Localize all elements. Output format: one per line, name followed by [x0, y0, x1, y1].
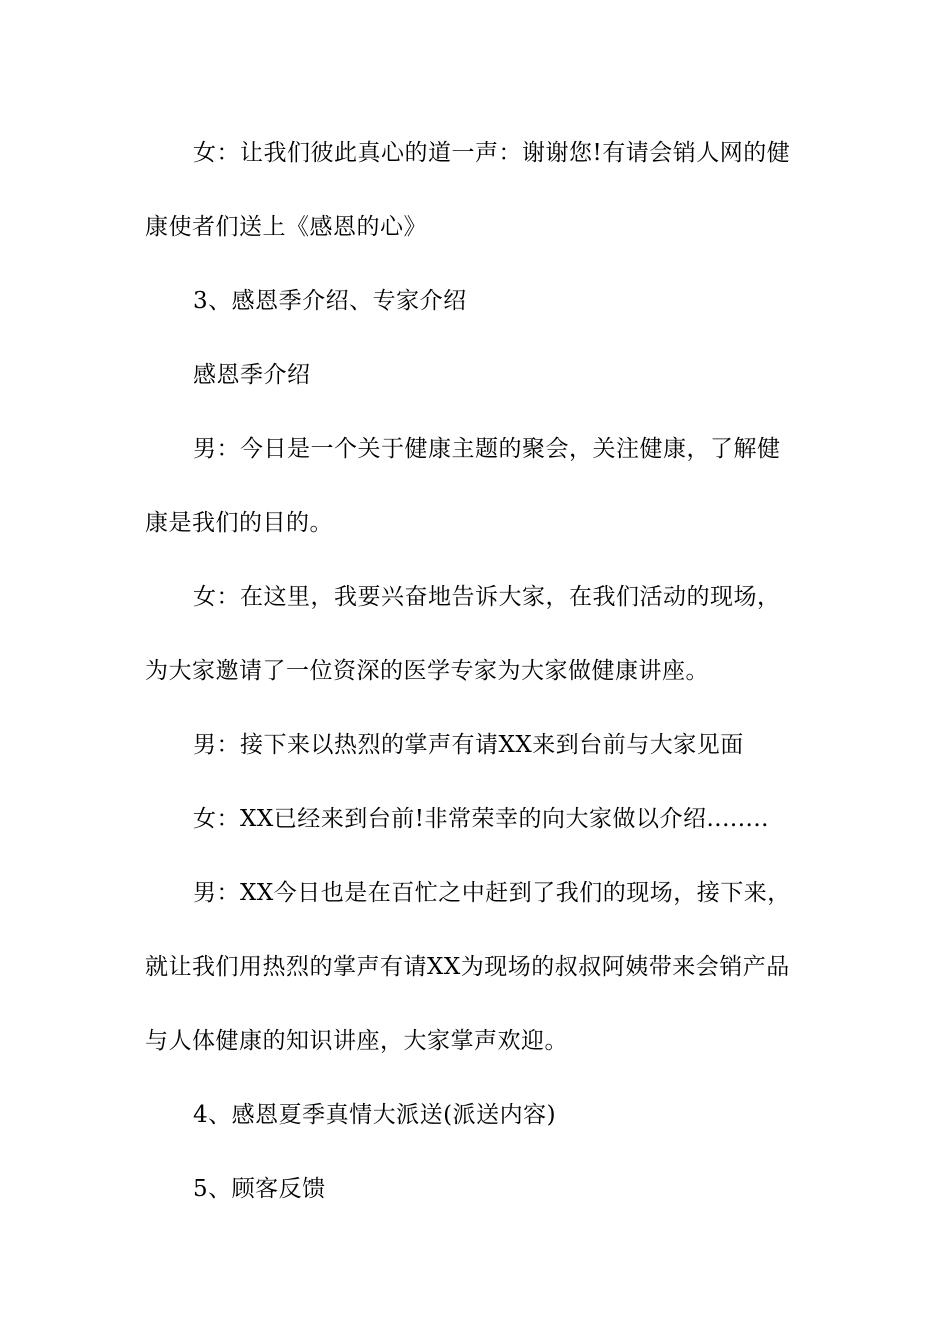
subsection-heading: 感恩季介绍: [193, 362, 311, 388]
section-heading: 3、感恩季介绍、专家介绍: [193, 288, 467, 314]
paragraph-line: 与人体健康的知识讲座，大家掌声欢迎。: [145, 1028, 568, 1054]
paragraph-line: 男：接下来以热烈的掌声有请XX来到台前与大家见面: [193, 732, 744, 758]
section-heading: 5、顾客反馈: [193, 1176, 326, 1202]
paragraph-line: 为大家邀请了一位资深的医学专家为大家做健康讲座。: [145, 658, 709, 684]
paragraph-line: 康是我们的目的。: [145, 510, 333, 536]
paragraph-line: 女：让我们彼此真心的道一声：谢谢您!有请会销人网的健: [193, 140, 791, 166]
paragraph-line: 男：今日是一个关于健康主题的聚会，关注健康，了解健: [193, 436, 781, 462]
paragraph-line: 男：XX今日也是在百忙之中赶到了我们的现场，接下来，: [193, 880, 791, 906]
paragraph-line: 康使者们送上《感恩的心》: [145, 214, 427, 240]
section-heading: 4、感恩夏季真情大派送(派送内容): [193, 1102, 557, 1128]
paragraph-line: 就让我们用热烈的掌声有请XX为现场的叔叔阿姨带来会销产品: [145, 954, 790, 980]
paragraph-line: 女：在这里，我要兴奋地告诉大家，在我们活动的现场，: [193, 584, 781, 610]
paragraph-line: 女：XX已经来到台前!非常荣幸的向大家做以介绍........: [193, 806, 769, 832]
